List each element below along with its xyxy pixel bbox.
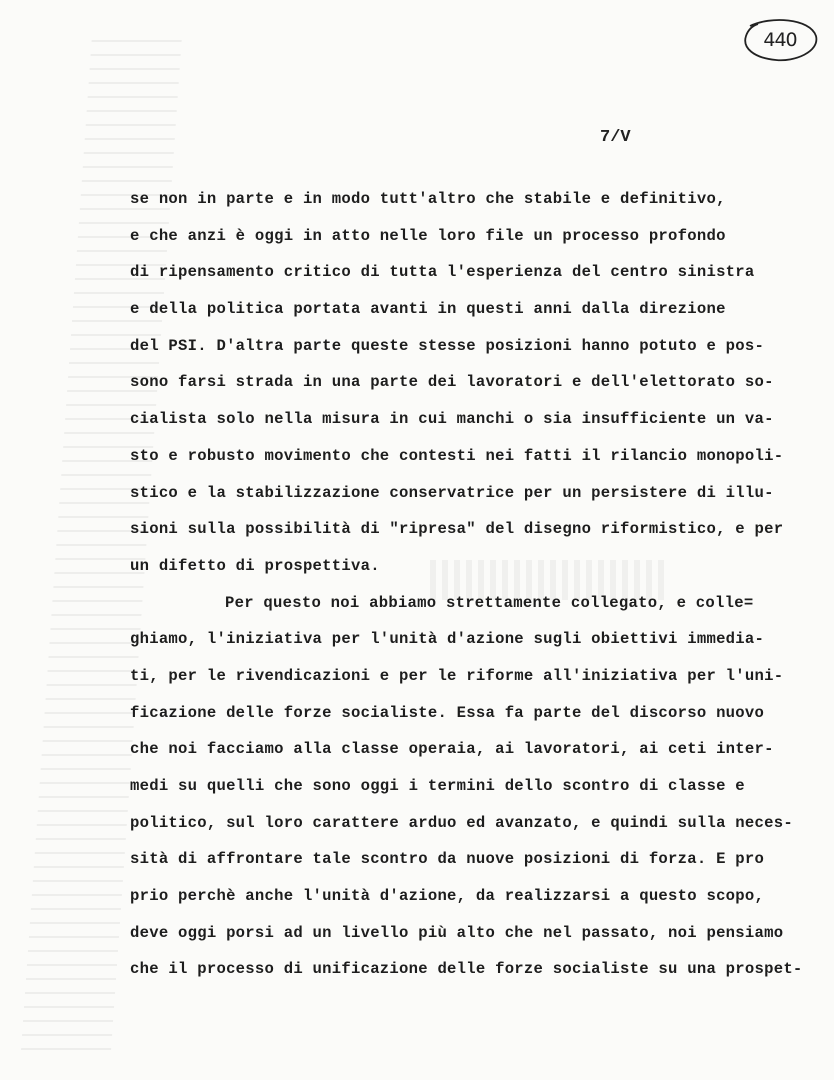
text-line: ti, per le rivendicazioni e per le riforme all'iniziativa per l'uni- xyxy=(130,666,784,685)
archive-stamp-number: 440 xyxy=(763,29,797,51)
text-line: e che anzi è oggi in atto nelle loro file un processo profondo xyxy=(130,226,726,245)
text-line: deve oggi porsi ad un livello più alto che nel passato, noi pensiamo xyxy=(130,923,784,942)
text-line: di ripensamento critico di tutta l'esperienza del centro sinistra xyxy=(130,263,755,282)
text-line: ghiamo, l'iniziativa per l'unità d'azione sugli obiettivi immedia- xyxy=(130,630,765,649)
text-line: cialista solo nella misura in cui manchi o sia insufficiente un va- xyxy=(130,410,774,429)
text-line: sono farsi strada in una parte dei lavoratori e dell'elettorato so- xyxy=(130,373,774,392)
archive-stamp xyxy=(740,18,820,62)
text-line: stico e la stabilizzazione conservatrice per un persistere di illu- xyxy=(130,483,774,502)
text-line: prio perchè anche l'unità d'azione, da realizzarsi a questo scopo, xyxy=(130,887,765,906)
body-text xyxy=(130,181,820,988)
text-line: se non in parte e in modo tutt'altro che stabile e definitivo, xyxy=(130,190,726,208)
text-line: e della politica portata avanti in questi anni dalla direzione xyxy=(130,300,726,319)
text-line: politico, sul loro carattere arduo ed avanzato, e quindi sulla neces- xyxy=(130,813,793,832)
text-line: che il processo di unificazione delle forze socialiste su una prospet- xyxy=(130,960,803,979)
text-line: del PSI. D'altra parte queste stesse posizioni hanno potuto e pos- xyxy=(130,336,765,355)
text-line: ficazione delle forze socialiste. Essa fa parte del discorso nuovo xyxy=(130,703,765,722)
text-line: un difetto di prospettiva. xyxy=(130,556,380,575)
text-line: che noi facciamo alla classe operaia, ai lavoratori, ai ceti inter- xyxy=(130,740,774,759)
paragraph-first-line: Per questo noi abbiamo strettamente collegato, e colle= xyxy=(225,593,754,612)
text-line: medi su quelli che sono oggi i termini dello scontro di classe e xyxy=(130,777,745,795)
text-line: sioni sulla possibilità di "ripresa" del disegno riformistico, e per xyxy=(130,520,784,539)
page-number: 7/V xyxy=(600,128,631,147)
text-line: sità di affrontare tale scontro da nuove posizioni di forza. E pro xyxy=(130,850,765,869)
text-line: sto e robusto movimento che contesti nei fatti il rilancio monopoli- xyxy=(130,446,784,465)
